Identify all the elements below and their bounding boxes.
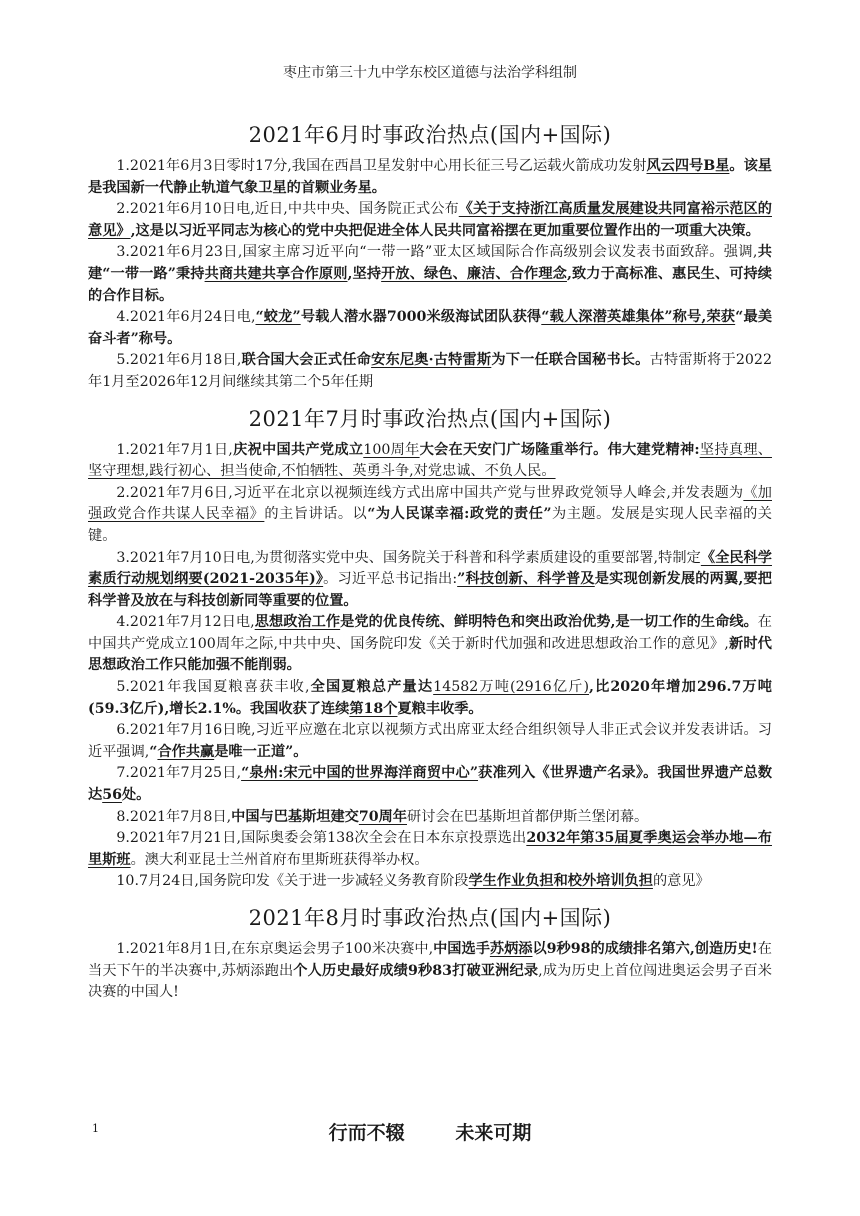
text-run: 开放、绿色、廉洁、合作理念 <box>381 265 567 282</box>
text-run: 处。 <box>121 787 151 804</box>
text-run: 研讨会在巴基斯坦首都伊斯兰堡闭幕。 <box>407 808 649 825</box>
text-run: 7.2021年7月25日, <box>116 765 242 782</box>
text-run: 1.2021年8月1日,在东京奥运会男子100米决赛中, <box>116 941 434 957</box>
text-run: 庆祝中国共产党成立 <box>232 441 364 458</box>
news-item <box>88 612 772 677</box>
page-number: 1 <box>92 1122 99 1135</box>
news-item <box>88 483 772 548</box>
text-run: 共商共建共享合作原则 <box>204 265 348 282</box>
section-title: 2021年6月时事政治热点(国内+国际) <box>248 123 612 147</box>
text-run: 1.2021年7月1日, <box>116 441 233 458</box>
news-item <box>88 763 772 806</box>
text-run: “泉州:宋元中国的世界海洋商贸中心” <box>241 765 479 782</box>
news-item <box>88 440 772 483</box>
text-run: 是唯一正道”。 <box>214 743 308 760</box>
text-run: 个人历史最好成绩9秒83打破亚洲纪录 <box>293 962 539 979</box>
text-run: 夏粮丰收季。 <box>397 700 483 717</box>
text-run: 5.2021年6月18日, <box>116 352 242 369</box>
text-run: 1.2021年6月3日零时17分,我国在西昌卫星发射中心用长征三号乙运载火箭成功发射 <box>116 158 647 174</box>
text-run: 《全民科学素质行动规划纲要(2021-2035年)》 <box>88 549 772 588</box>
motto-left: 行而不辍 <box>328 1122 405 1144</box>
text-run: 的主旨讲话。以 <box>264 506 368 523</box>
text-run: 思想政治工作 <box>254 614 341 631</box>
news-item <box>88 871 772 893</box>
text-run: 《加强政党合作共谋人民幸福》 <box>88 484 772 523</box>
text-run: 6.2021年7月16日晚,习近平应邀在北京以视频方式出席亚太经合组织领导人非正式会议并发表讲话。习近平强调, <box>88 722 772 760</box>
text-run: 是党的优良传统、鲜明特色和突出政治优势,是一切工作的生命线。 <box>340 614 758 631</box>
news-item <box>88 307 772 350</box>
text-run: 5.2021年我国夏粮喜获丰收, <box>116 679 310 696</box>
text-run: 共建“一带一路”秉持 <box>88 244 772 282</box>
motto-right: 未来可期 <box>455 1122 532 1144</box>
text-run: 为主题。发展是实现人民幸福的关键。 <box>88 506 772 544</box>
text-run: 风云四号B星 <box>646 158 730 174</box>
text-run: 新时代思想政治工作只能加强不能削弱。 <box>88 635 772 674</box>
text-run: 9.2021年7月21日,国际奥委会第138次全会在日本东京投票选出 <box>116 830 527 847</box>
text-run: 全国夏粮总产量达 <box>309 679 434 696</box>
text-run: 在中国共产党成立100周年之际,中共中央、国务院印发《关于新时代加强和改进思想政治工作的意见》, <box>88 614 772 652</box>
news-item <box>88 156 772 199</box>
text-run: “蛟龙” <box>255 309 301 326</box>
text-run: 4.2021年7月12日电, <box>116 614 255 631</box>
text-run: 以9秒98的成绩排名第六,创造历史! <box>532 941 758 957</box>
news-item <box>88 828 772 871</box>
text-run: 《关于支持浙江高质量发展建设共同富裕示范区的意见》 <box>88 201 772 239</box>
text-run: 联合国大会正式任命 <box>241 352 372 369</box>
text-run: 。该星是我国新一代静止轨道气象卫星的首颗业务星。 <box>88 158 772 196</box>
text-run: 坚持真理、坚守理想,践行初心、担当使命,不怕牺牲、英勇斗争,对党忠诚、不负人民。 <box>88 441 772 480</box>
news-item <box>88 548 772 613</box>
text-run: 大会在天安门广场隆重举行。伟大建党精神: <box>419 441 700 458</box>
news-item <box>88 242 772 307</box>
text-run: 苏炳添 <box>489 941 533 957</box>
text-run: 第18个 <box>349 700 398 717</box>
text-run: ,比2020年增加296.7万吨(59.3亿斤),增长2.1%。我国收获了连续 <box>88 679 772 717</box>
text-run: ,成为历史上首位闯进奥运会男子百米决赛的中国人! <box>88 962 772 1001</box>
text-run: 8.2021年7月8日, <box>116 808 232 825</box>
section-title: 2021年7月时事政治热点(国内+国际) <box>248 406 612 431</box>
text-run: 获准列入《世界遗产名录》。我国世界遗产总数达 <box>88 765 773 804</box>
text-run: 中国选手 <box>433 941 490 957</box>
text-run: 4.2021年6月24日电, <box>116 309 256 326</box>
text-run: ,致力于高标准、惠民生、可持续的合作目标。 <box>88 265 772 304</box>
text-run: 2032年第35届夏季奥运会举办地—布里斯班 <box>88 830 772 868</box>
news-item <box>88 199 772 242</box>
text-run: 56 <box>102 787 122 804</box>
news-item <box>88 939 772 1004</box>
text-run: ,这是以习近平同志为核心的党中央把促进全体人民共同富裕摆在更加重要位置作出的一项重大决策。 <box>130 222 760 239</box>
text-run: 70周年 <box>358 808 407 825</box>
text-run: 3.2021年7月10日电,为贯彻落实党中央、国务院关于科普和科学素质建设的重要部署,特制定 <box>116 549 701 566</box>
section-title: 2021年8月时事政治热点(国内+国际) <box>248 906 612 930</box>
text-run: “载人深潜英雄集体”称号,荣获 <box>541 309 736 326</box>
text-run: ,坚持 <box>347 265 382 282</box>
text-run: 合作共赢 <box>157 743 215 760</box>
document-body <box>88 110 772 1004</box>
text-run: 是实现创新发展的两翼,要把科学普及放在与科技创新同等重要的位置。 <box>88 571 772 609</box>
text-run: 安东尼奥·古特雷斯 <box>371 352 492 369</box>
text-run: “ <box>149 743 158 760</box>
page-header: 枣庄市第三十九中学东校区道德与法治学科组制 <box>283 65 577 81</box>
text-run: 100周年 <box>363 441 420 458</box>
text-run: 为下一任联合国秘书长。 <box>491 352 650 369</box>
text-run: 的意见》 <box>652 873 710 890</box>
text-run: 14582万吨(2916亿斤) <box>433 679 589 696</box>
text-run: 在当天下午的半决赛中,苏炳添跑出 <box>88 941 772 979</box>
news-item <box>88 720 772 763</box>
text-run: 。习近平总书记指出: <box>323 571 458 588</box>
text-run: 10.7月24日,国务院印发《关于进一步减轻义务教育阶段 <box>116 873 469 890</box>
text-run: 号载人潜水器7000米级海试团队获得 <box>300 309 542 326</box>
text-run: “为人民谋幸福:政党的责任” <box>367 506 552 523</box>
news-item <box>88 677 772 720</box>
text-run: 古特雷斯将于2022年1月至2026年12月间继续其第二个5年任期 <box>88 352 772 390</box>
news-item <box>88 807 772 829</box>
footer-motto <box>0 1118 860 1145</box>
text-run: 中国与巴基斯坦建交 <box>231 808 359 825</box>
text-run: “最美奋斗者”称号。 <box>88 309 773 347</box>
text-run: 。澳大利亚昆士兰州首府布里斯班获得举办权。 <box>130 851 429 868</box>
text-run: 学生作业负担和校外培训负担 <box>468 873 653 890</box>
text-run: 2.2021年6月10日电,近日,中共中央、国务院正式公布 <box>116 201 459 218</box>
text-run: 2.2021年7月6日,习近平在北京以视频连线方式出席中国共产党与世界政党领导人峰会,并发表题为 <box>116 484 744 501</box>
text-run: 3.2021年6月23日,国家主席习近平向“一带一路”亚太区域国际合作高级别会议发表书面致辞。强调, <box>116 244 758 261</box>
news-item <box>88 350 772 393</box>
text-run: ”科技创新、科学普及 <box>457 571 595 588</box>
